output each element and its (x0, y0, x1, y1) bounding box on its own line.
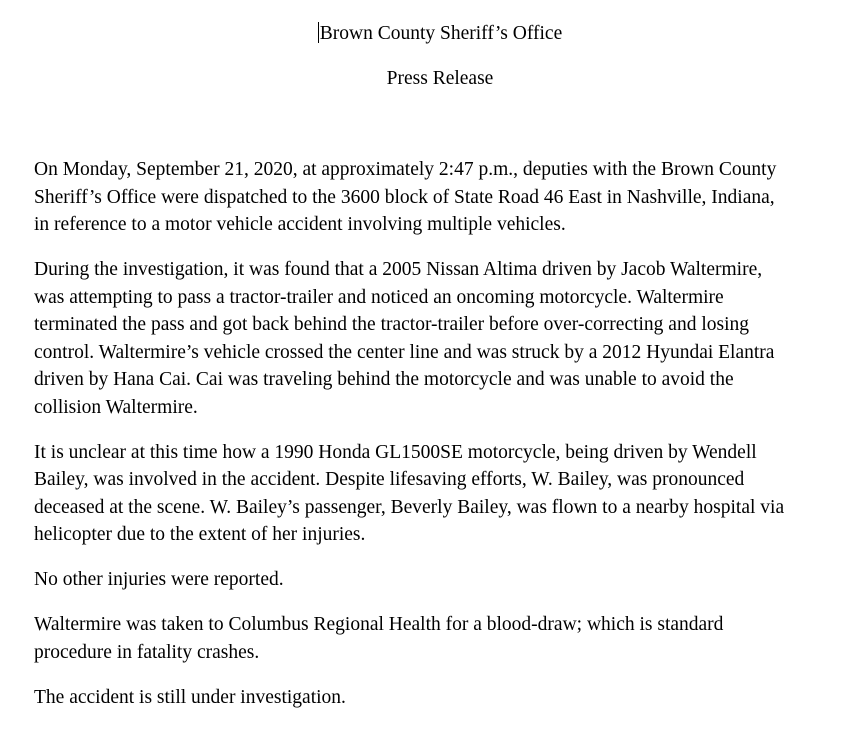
text-line: No other injuries were reported. (34, 569, 284, 590)
text-line: in reference to a motor vehicle accident involving multiple vehicles. (34, 214, 566, 235)
text-line: control. Waltermire’s vehicle crossed the center line and was struck by a 2012 Hyundai Elantra (34, 341, 775, 363)
paragraph-dispatch (34, 156, 854, 239)
office-name: Brown County Sheriff’s Office (319, 23, 563, 44)
text-line: The accident is still under investigation. (34, 686, 346, 708)
paragraph-injuries (34, 566, 854, 594)
text-line: It is unclear at this time how a 1990 Honda GL1500SE motorcycle, being driven by Wendell (34, 441, 757, 463)
text-line: On Monday, September 21, 2020, at approximately 2:47 p.m., deputies with the Brown County (34, 159, 777, 180)
text-line: terminated the pass and got back behind the tractor-trailer before over-correcting and losing (34, 314, 750, 335)
text-line: Sheriff’s Office were dispatched to the 3600 block of State Road 46 East in Nashville, Indiana, (34, 186, 775, 208)
text-line: During the investigation, it was found that a 2005 Nissan Altima driven by Jacob Waltermire, (34, 259, 763, 280)
paragraph-blood-draw (34, 611, 854, 666)
text-line: driven by Hana Cai. Cai was traveling behind the motorcycle and was unable to avoid the (34, 369, 734, 390)
text-line: collision Waltermire. (34, 396, 198, 418)
text-cursor (318, 22, 319, 43)
text-line: Waltermire was taken to Columbus Regional Health for a blood-draw; which is standard (34, 614, 724, 635)
office-heading (0, 22, 863, 46)
text-line: helicopter due to the extent of her injuries. (34, 524, 366, 545)
paragraph-investigation (34, 256, 854, 421)
text-line: deceased at the scene. W. Bailey’s passenger, Beverly Bailey, was flown to a nearby hospital via (34, 496, 785, 518)
document-body (34, 156, 854, 729)
paragraph-motorcycle (34, 439, 854, 549)
text-line: was attempting to pass a tractor-trailer and noticed an oncoming motorcycle. Waltermire (34, 286, 724, 308)
paragraph-status (34, 684, 854, 712)
press-release-heading: Press Release (386, 68, 494, 89)
text-line: Bailey, was involved in the accident. Despite lifesaving efforts, W. Bailey, was pronounced (34, 469, 745, 490)
text-line: procedure in fatality crashes. (34, 641, 260, 663)
